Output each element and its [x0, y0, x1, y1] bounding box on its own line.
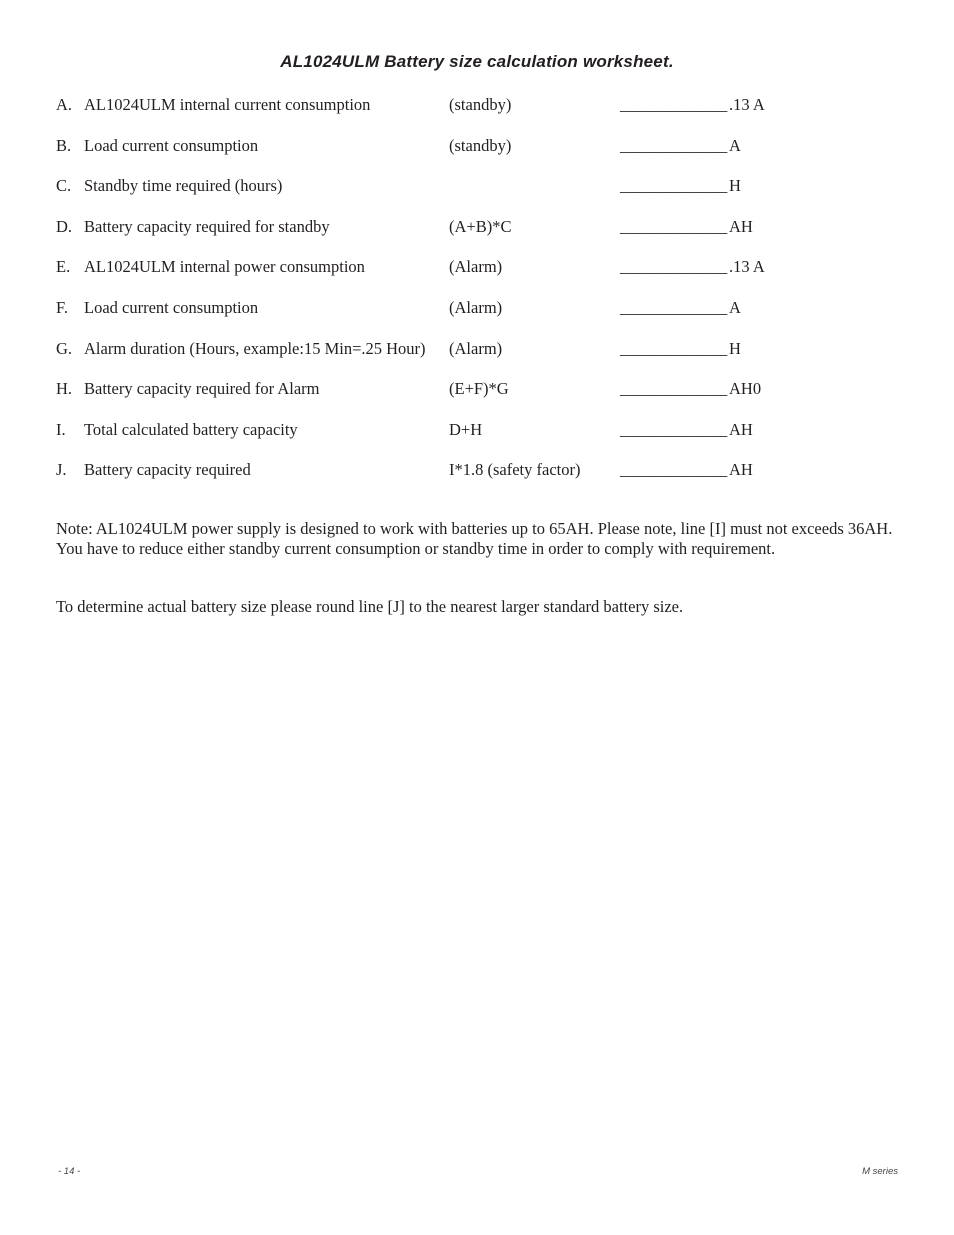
row-unit: H	[729, 176, 741, 196]
worksheet-row-a	[56, 94, 916, 135]
row-unit: AH0	[729, 379, 762, 399]
row-description: Standby time required (hours)	[84, 176, 283, 196]
worksheet-row-h	[56, 378, 916, 419]
worksheet-row-f	[56, 297, 916, 338]
row-formula: (A+B)*C	[449, 216, 512, 236]
row-blank-field: _____________	[620, 135, 728, 155]
row-letter: J.	[56, 460, 67, 480]
row-letter: G.	[56, 338, 73, 358]
row-blank-field: _____________	[620, 379, 728, 399]
row-unit: .13 A	[729, 95, 765, 114]
row-description: Alarm duration (Hours, example:15 Min=.25 Hour)	[84, 338, 426, 358]
worksheet-row-c	[56, 175, 916, 216]
worksheet-rows	[56, 94, 916, 500]
row-description: Battery capacity required for standby	[84, 216, 330, 236]
row-formula: (Alarm)	[449, 257, 503, 277]
row-formula: (E+F)*G	[449, 379, 509, 399]
row-description: Load current consumption	[84, 135, 259, 155]
row-blank-field: _____________	[620, 419, 728, 439]
row-formula: (standby)	[449, 135, 512, 155]
row-letter: D.	[56, 216, 73, 236]
worksheet-row-d	[56, 216, 916, 257]
worksheet-title: AL1024ULM Battery size calculation worksheet.	[280, 52, 674, 71]
row-unit: AH	[729, 419, 753, 439]
row-blank-field: _____________	[620, 176, 728, 196]
row-letter: I.	[56, 419, 66, 439]
row-blank-field: _____________	[620, 257, 728, 277]
row-unit: A	[729, 135, 741, 155]
worksheet-row-b	[56, 135, 916, 176]
capacity-note: Note: AL1024ULM power supply is designed to work with batteries up to 65AH. Please note, line [I] must not exceeds 36AH. You have to reduce either standby current consumption or standby time in order to comply with requirement.	[56, 519, 893, 558]
rounding-note: To determine actual battery size please round line [J] to the nearest larger standard battery size.	[56, 597, 684, 616]
row-description: AL1024ULM internal power consumption	[84, 257, 365, 277]
series-label: M series	[862, 1166, 898, 1177]
worksheet-row-j	[56, 459, 916, 500]
row-unit: H	[729, 338, 741, 358]
worksheet-row-i	[56, 419, 916, 460]
row-formula: D+H	[449, 419, 483, 439]
row-letter: B.	[56, 135, 72, 155]
row-description: AL1024ULM internal current consumption	[84, 95, 371, 114]
row-blank-field: _____________	[620, 95, 728, 114]
row-unit: .13 A	[729, 257, 765, 277]
row-description: Battery capacity required for Alarm	[84, 379, 320, 399]
row-description: Total calculated battery capacity	[84, 419, 298, 439]
worksheet-row-g	[56, 338, 916, 379]
row-letter: A.	[56, 95, 73, 114]
page-number: - 14 -	[58, 1166, 81, 1177]
row-formula: (Alarm)	[449, 297, 503, 317]
row-letter: E.	[56, 257, 71, 277]
row-blank-field: _____________	[620, 297, 728, 317]
row-description: Load current consumption	[84, 297, 259, 317]
row-letter: C.	[56, 176, 72, 196]
row-letter: H.	[56, 379, 73, 399]
row-blank-field: _____________	[620, 460, 728, 480]
row-formula: (standby)	[449, 95, 512, 114]
row-blank-field: _____________	[620, 216, 728, 236]
row-description: Battery capacity required	[84, 460, 251, 480]
row-blank-field: _____________	[620, 338, 728, 358]
row-formula: (Alarm)	[449, 338, 503, 358]
worksheet-row-e	[56, 256, 916, 297]
row-unit: AH	[729, 216, 753, 236]
row-unit: A	[729, 297, 741, 317]
row-letter: F.	[56, 297, 68, 317]
row-unit: AH	[729, 460, 753, 480]
row-formula: I*1.8 (safety factor)	[449, 460, 581, 480]
